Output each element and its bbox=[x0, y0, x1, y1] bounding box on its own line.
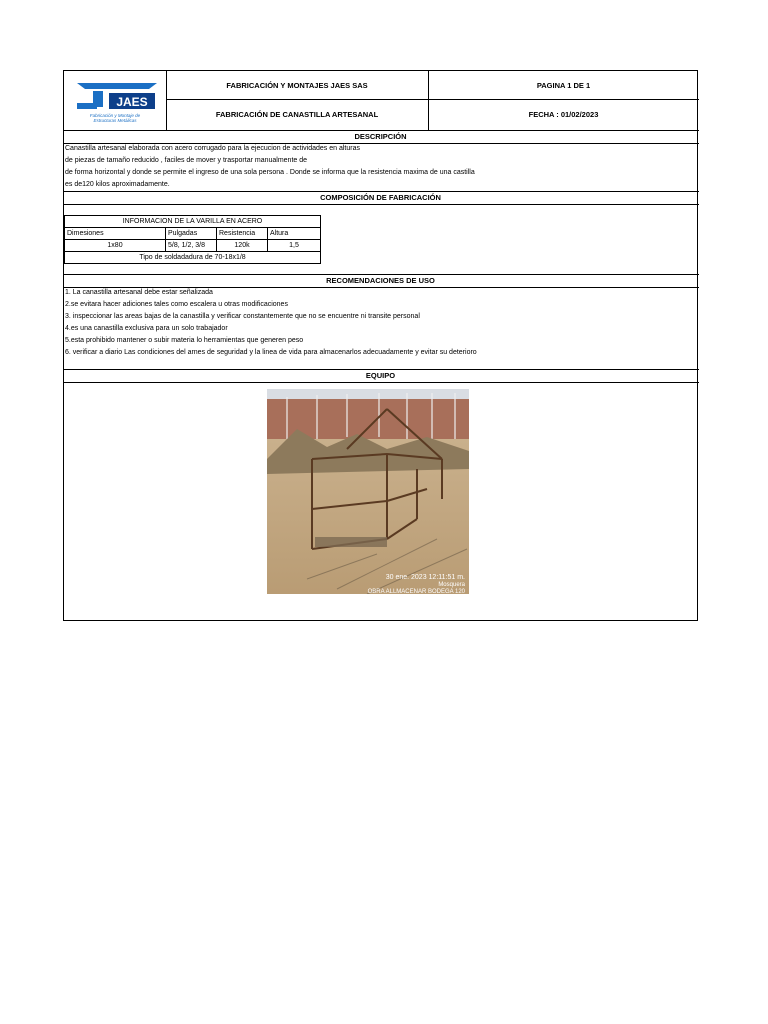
document-date: FECHA : 01/02/2023 bbox=[528, 110, 599, 119]
recommendation-item: 1. La canastilla artesanal debe estar señalizada bbox=[65, 289, 213, 296]
composicion-title: COMPOSICIÓN DE FABRICACIÓN bbox=[320, 193, 441, 202]
logo-text: JAES bbox=[116, 95, 148, 109]
document-sheet bbox=[63, 70, 698, 621]
recommendation-item: 2.se evitara hacer adiciones tales como escalera u otras modificaciones bbox=[65, 301, 288, 308]
photo-stamp-location: Mosquera bbox=[438, 582, 465, 588]
table-header-cell: Pulgadas bbox=[166, 228, 217, 240]
table-header-cell: Dimesiones bbox=[65, 228, 166, 240]
recomendaciones-title: RECOMENDACIONES DE USO bbox=[326, 276, 435, 285]
equipo-title: EQUIPO bbox=[365, 371, 396, 380]
photo-stamp-site: OBRA ALLMACENAR BODEGA 120 bbox=[367, 589, 465, 594]
descripcion-line: Canastilla artesanal elaborada con acero corrugado para la ejecucion de actividades en alturas bbox=[65, 145, 360, 152]
document-title: FABRICACIÓN DE CANASTILLA ARTESANAL bbox=[215, 110, 379, 119]
descripcion-line: de piezas de tamaño reducido , faciles de mover y trasportar manualmente de bbox=[65, 157, 308, 164]
composicion-title-border bbox=[64, 204, 699, 205]
page-number: PAGINA 1 DE 1 bbox=[536, 80, 591, 90]
table-header-cell: Altura bbox=[268, 228, 321, 240]
company-logo bbox=[71, 79, 159, 127]
table-cell: 1,5 bbox=[268, 240, 321, 252]
logo-subtitle-1: Fabricación y Montaje de bbox=[89, 113, 141, 118]
varilla-table-title: INFORMACION DE LA VARILLA EN ACERO bbox=[65, 216, 321, 228]
table-header-cell: Resistencia bbox=[217, 228, 268, 240]
table-cell: 1x80 bbox=[65, 240, 166, 252]
recommendation-item: 4.es una canastilla exclusiva para un solo trabajador bbox=[65, 325, 228, 332]
logo-subtitle-2: Estructuras Metálicas bbox=[93, 118, 137, 123]
recommendation-item: 5.esta prohibido mantener o subir materia lo herramientas que generen peso bbox=[65, 337, 304, 344]
recommendation-item: 6. verificar a diario Las condiciones del arnes de seguridad y la linea de vida para almacenarlos adecuadamente y evitar su deterioro bbox=[65, 349, 477, 356]
table-footer: Tipo de soldadadura de 70-18x1/8 bbox=[65, 252, 321, 264]
equipo-title-border bbox=[64, 382, 699, 383]
descripcion-line: de forma horizontal y donde se permite el ingreso de una sola persona . Donde se informa que la resistencia maxima de una castilla bbox=[65, 169, 475, 176]
company-name: FABRICACIÓN Y MONTAJES JAES SAS bbox=[226, 80, 368, 90]
descripcion-title: DESCRIPCIÓN bbox=[354, 132, 407, 141]
descripcion-line: es de120 kilos aproximadamente. bbox=[65, 181, 170, 188]
canastilla-photo bbox=[267, 389, 469, 594]
table-cell: 5/8, 1/2, 3/8 bbox=[166, 240, 217, 252]
photo-stamp-date: 30 ene. 2023 12:11:51 m. bbox=[385, 574, 465, 581]
table-cell: 120k bbox=[217, 240, 268, 252]
varilla-table bbox=[64, 215, 321, 264]
recommendation-item: 3. inspeccionar las areas bajas de la canastilla y verificar constantemente que no se encuentre ni transite personal bbox=[65, 313, 420, 320]
